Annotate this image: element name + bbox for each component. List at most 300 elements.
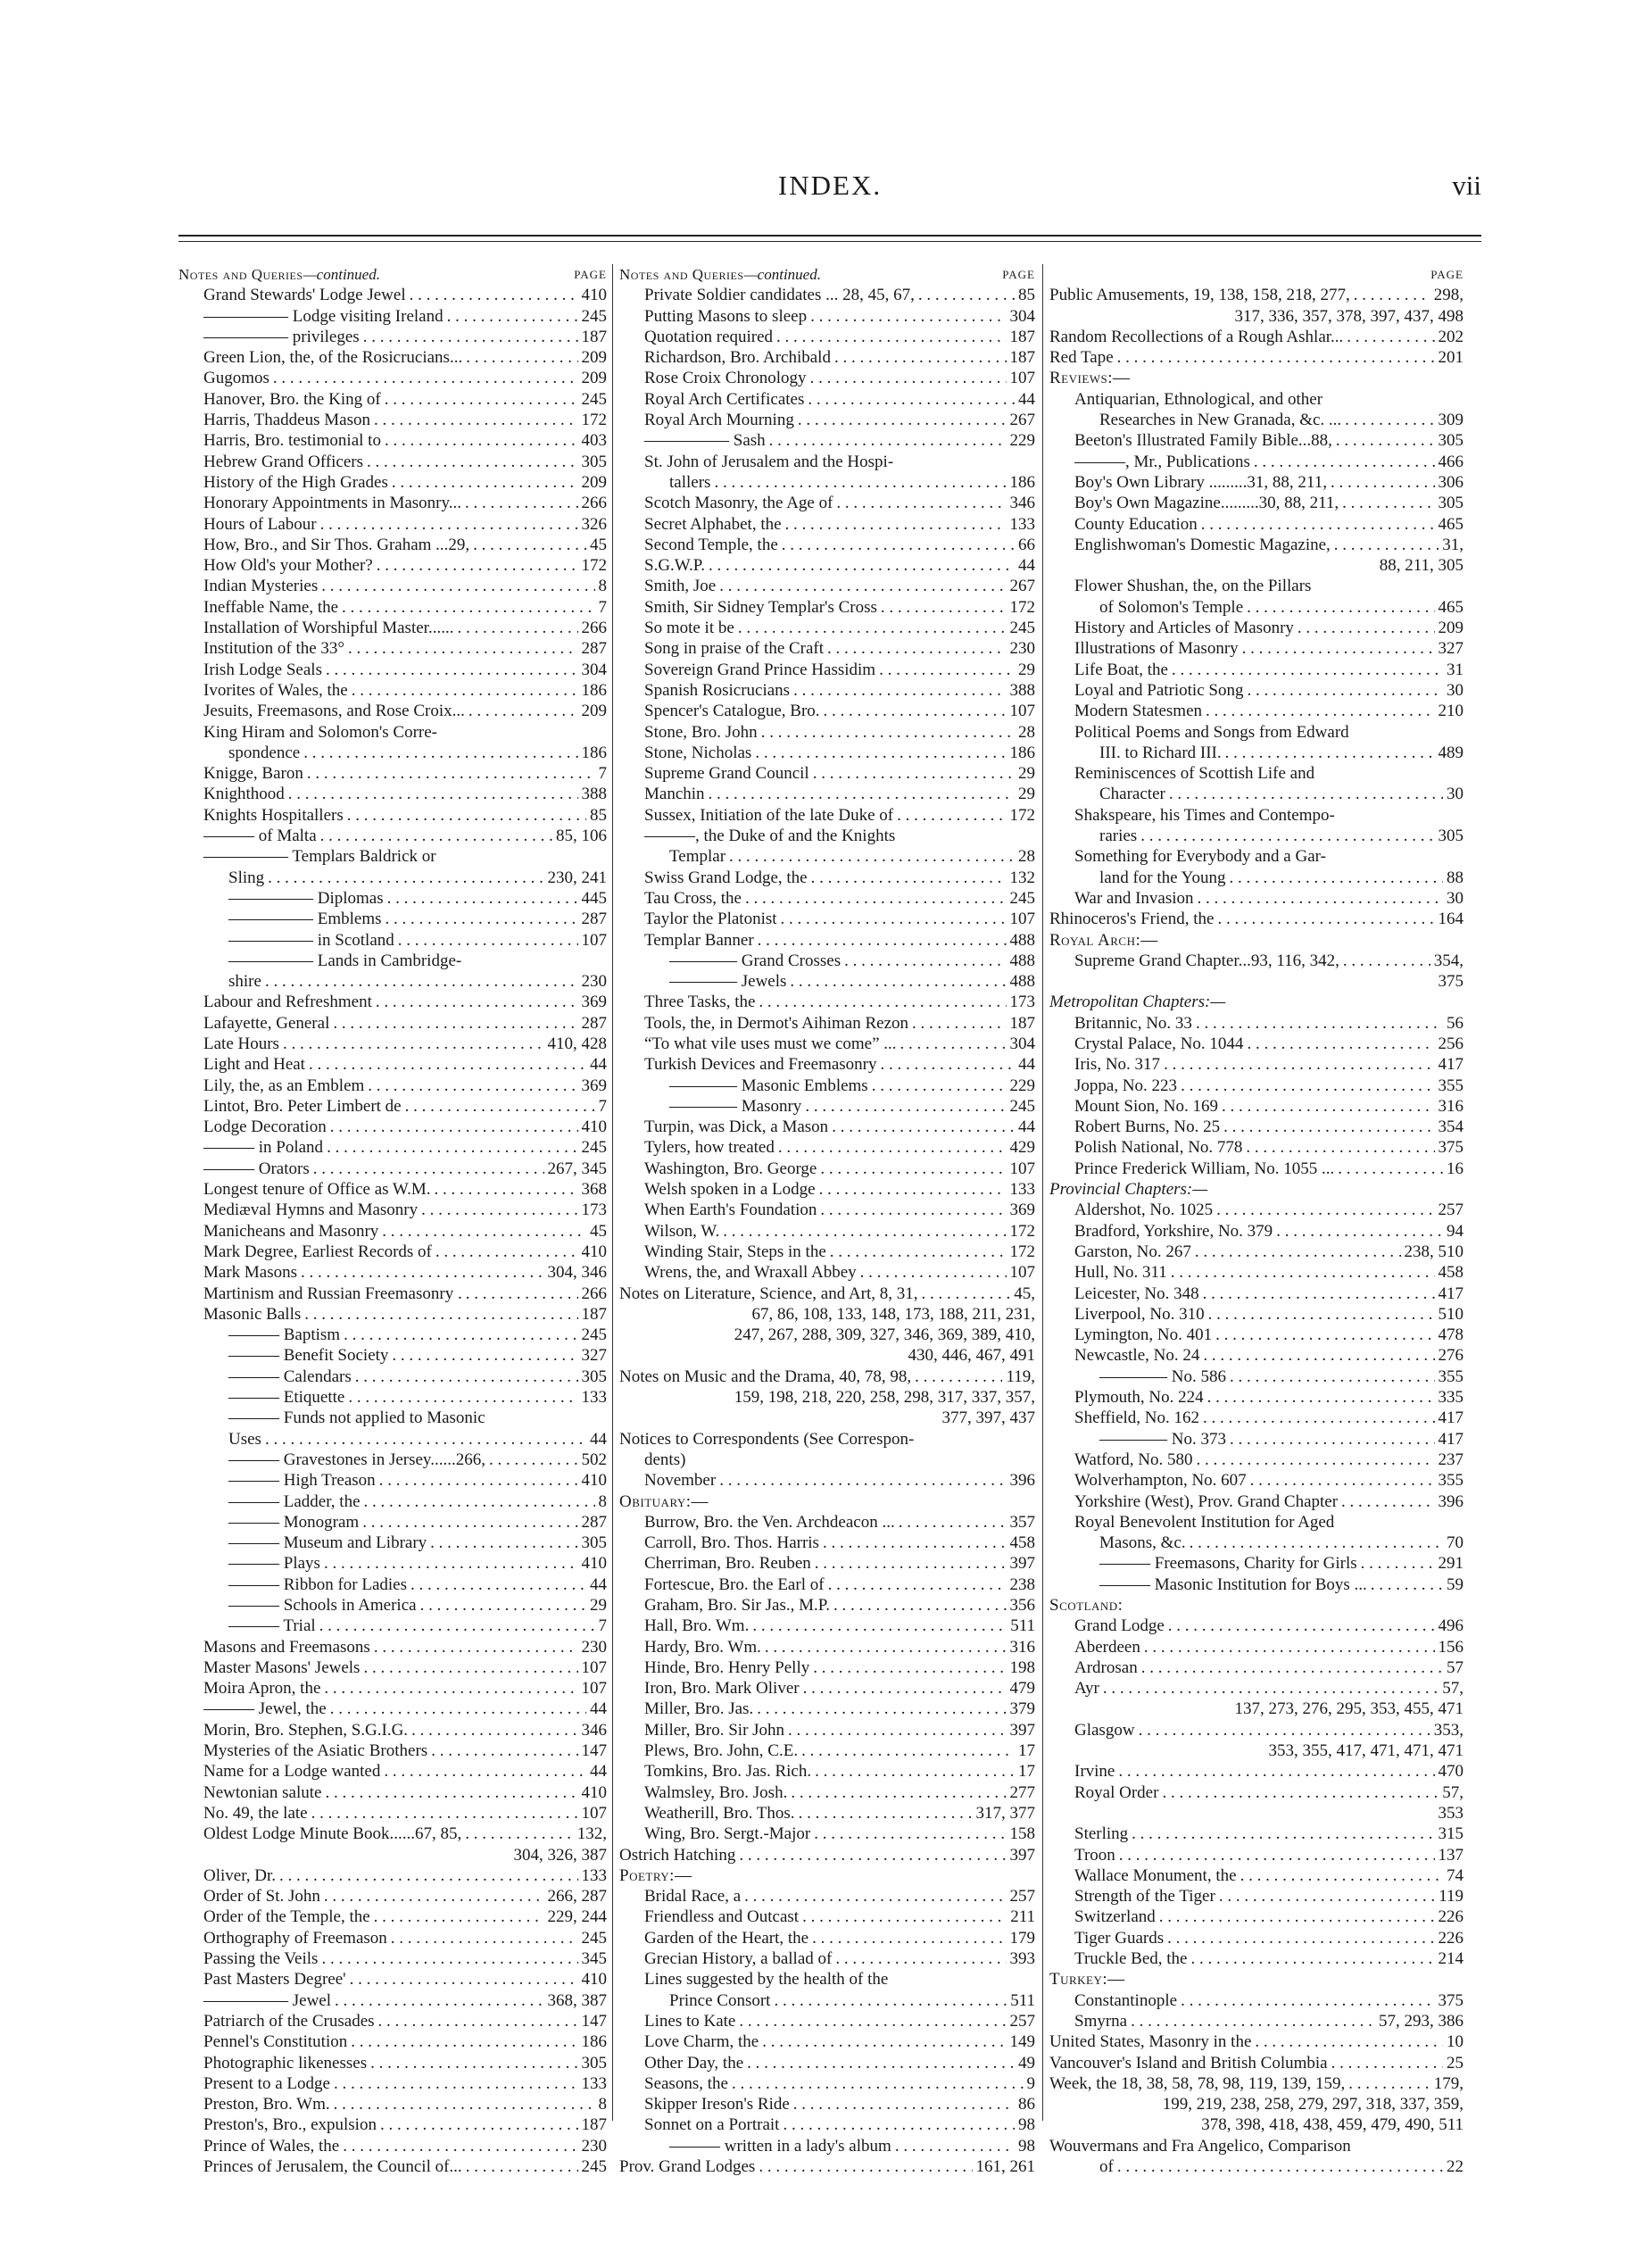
index-entry (178, 1137, 607, 1158)
entry-text: Irvine (1074, 1762, 1115, 1782)
column-continued: —continued. (303, 266, 380, 283)
index-entry (178, 660, 607, 680)
page-reference: 57, (1442, 1782, 1463, 1802)
dot-leader (915, 1367, 1002, 1387)
index-entry (619, 1096, 1035, 1117)
page-reference: 98 (1018, 2136, 1035, 2156)
dot-leader (343, 2136, 577, 2156)
index-entry (178, 1491, 607, 1512)
dot-leader (320, 826, 552, 846)
entry-text: Red Tape (1049, 348, 1114, 368)
dot-leader (348, 638, 577, 659)
index-entry (178, 555, 607, 576)
entry-text: Scotch Masonry, the Age of (644, 494, 833, 513)
index-entry (178, 1907, 607, 1927)
index-entry (619, 1824, 1035, 1844)
index-entry (1049, 1845, 1463, 1865)
index-entry (178, 1845, 607, 1865)
page-reference: 187 (581, 327, 607, 346)
page-reference: 8 (598, 2095, 607, 2114)
index-subheading (1049, 1969, 1463, 1990)
index-entry (1049, 597, 1463, 618)
index-entry (178, 327, 607, 347)
entry-text: ——— Calendars (228, 1367, 352, 1386)
entry-text: Three Tasks, the (644, 993, 756, 1012)
entry-text: ——— Monogram (228, 1512, 360, 1532)
entry-text: Orthography of Freemason (203, 1928, 387, 1948)
page-reference: 417 (1438, 1284, 1463, 1303)
index-entry (1049, 868, 1463, 888)
entry-text: Boy's Own Library .........31, 88, 211, (1074, 472, 1327, 492)
page-reference: 305 (1438, 827, 1463, 846)
dot-leader (1347, 327, 1434, 347)
entry-text: November (644, 1471, 717, 1491)
dot-leader (1164, 1054, 1434, 1075)
index-entry (178, 846, 607, 867)
index-entry (619, 2053, 1035, 2073)
dot-leader (363, 327, 578, 347)
page-reference: 388 (581, 785, 607, 804)
entry-text: Walmsley, Bro. Josh. (644, 1782, 788, 1802)
entry-text: shire (228, 972, 261, 992)
entry-text: Winding Stair, Steps in the (644, 1242, 826, 1261)
entry-text: Spanish Rosicrucians (644, 680, 791, 700)
index-entry (178, 1969, 607, 1990)
index-entry (619, 1761, 1035, 1782)
index-entry (178, 1284, 607, 1304)
dot-leader (319, 1616, 595, 1636)
entry-text: Ineffable Name, the (203, 597, 339, 617)
index-entry (178, 1761, 607, 1782)
index-entry (178, 1720, 607, 1740)
entry-text: Masons and Freemasons (203, 1637, 370, 1657)
dot-leader (1171, 1262, 1435, 1283)
page-reference: 357 (1009, 1512, 1035, 1532)
dot-leader (714, 472, 1006, 493)
entry-text: Name for a Lodge wanted (203, 1762, 381, 1782)
index-entry (1049, 1512, 1463, 1533)
index-entry (178, 597, 607, 618)
page-reference: 304, 346 (547, 1263, 607, 1283)
page-reference: 107 (1009, 1159, 1035, 1178)
column-heading (619, 264, 1035, 285)
index-entry (1049, 1637, 1463, 1657)
index-entry (1049, 1907, 1463, 1927)
index-entry (178, 1242, 607, 1262)
index-entry (619, 1367, 1035, 1387)
entry-text: ——— of Malta (203, 827, 317, 846)
entry-text: Life Boat, the (1074, 660, 1168, 679)
page-reference: 45 (590, 535, 607, 554)
dot-leader (333, 1013, 577, 1034)
entry-text: Photographic likenesses (203, 2053, 368, 2073)
page-reference: 119, (1006, 1367, 1035, 1386)
dot-leader (1247, 597, 1434, 618)
entry-text: Sovereign Grand Prince Hassidim (644, 660, 876, 679)
entry-text: Garden of the Heart, the (644, 1928, 809, 1948)
page-reference: 369 (1009, 1200, 1035, 1220)
entry-text: Tau Cross, the (644, 888, 742, 908)
entry-text: Lintot, Bro. Peter Limbert de (203, 1096, 402, 1116)
index-entry (619, 1616, 1035, 1636)
index-entry (619, 888, 1035, 909)
dot-leader (380, 2114, 578, 2135)
dot-leader (330, 1117, 578, 1137)
index-entry (1049, 430, 1463, 451)
entry-text: Wolverhampton, No. 607 (1074, 1471, 1247, 1491)
index-entry (1049, 846, 1463, 867)
index-entry (1049, 1117, 1463, 1137)
entry-text: Lodge Decoration (203, 1117, 327, 1137)
index-entry (1049, 1470, 1463, 1491)
page-reference: 44 (590, 1574, 607, 1594)
page-label: PAGE (1430, 268, 1463, 281)
page-reference: 470 (1438, 1762, 1463, 1782)
dot-leader (1361, 1553, 1435, 1574)
dot-leader (782, 535, 1015, 555)
dot-leader (342, 597, 594, 618)
page-reference: 287 (581, 1512, 607, 1532)
dot-leader (781, 909, 1007, 929)
dot-leader (350, 1969, 578, 1990)
page-reference: 368, 387 (547, 1990, 607, 2010)
index-entry (619, 1325, 1035, 1345)
entry-text: Indian Mysteries (203, 577, 319, 596)
page-reference: 257 (1009, 1887, 1035, 1907)
dot-leader (744, 1886, 1006, 1907)
page-reference: 94 (1447, 1221, 1463, 1241)
page-reference: 266 (581, 619, 607, 638)
entry-text: Tiger Guards (1074, 1928, 1165, 1948)
entry-text: Polish National, No. 778 (1074, 1138, 1243, 1158)
entry-text: Putting Masons to sleep (644, 306, 808, 326)
index-entry (1049, 1761, 1463, 1782)
index-entry (1049, 389, 1463, 410)
index-entry (1049, 701, 1463, 721)
index-entry (178, 1637, 607, 1657)
index-entry (1049, 618, 1463, 638)
index-entry (619, 2031, 1035, 2052)
index-entry (178, 826, 607, 846)
dot-leader (398, 930, 578, 951)
entry-text: 247, 267, 288, 309, 327, 346, 369, 389, 410, (734, 1325, 1035, 1345)
index-entry (1049, 1387, 1463, 1408)
index-entry (619, 1657, 1035, 1678)
page-reference: 266 (581, 1284, 607, 1303)
index-entry (1049, 909, 1463, 929)
dot-leader (1225, 743, 1435, 763)
entry-text: Rhinoceros's Friend, the (1049, 910, 1215, 929)
entry-text: ———— No. 586 (1099, 1367, 1226, 1386)
index-entry (1049, 1367, 1463, 1387)
page-reference: 25 (1447, 2053, 1463, 2073)
index-entry (178, 1803, 607, 1824)
entry-text: Newcastle, No. 24 (1074, 1346, 1200, 1366)
dot-leader (1334, 535, 1439, 555)
page-reference: 133 (1009, 1180, 1035, 1200)
index-entry (619, 1969, 1035, 1990)
index-entry (178, 888, 607, 909)
index-entry (178, 1034, 607, 1054)
entry-text: ————— Diplomas (228, 888, 384, 908)
dot-leader (1276, 1221, 1443, 1242)
page-reference: 397 (1009, 1554, 1035, 1574)
index-entry (619, 493, 1035, 513)
page-reference: 417 (1438, 1429, 1463, 1449)
page-reference: 230 (581, 2136, 607, 2156)
entry-text: Notes on Music and the Drama, 40, 78, 98, (619, 1367, 912, 1386)
entry-text: Harris, Bro. testimonial to (203, 431, 381, 451)
index-entry (178, 1678, 607, 1699)
page-reference: 57, (1442, 1679, 1463, 1699)
page-reference: 186 (581, 2032, 607, 2052)
index-entry (619, 1284, 1035, 1304)
index-entry (1049, 1782, 1463, 1803)
index-entry (178, 430, 607, 451)
dot-leader (1141, 1657, 1443, 1678)
index-entry (619, 1886, 1035, 1907)
page-reference: 209 (581, 348, 607, 368)
dot-leader (709, 555, 1015, 576)
entry-text: When Earth's Foundation (644, 1200, 817, 1220)
page-reference: 44 (1018, 1055, 1035, 1075)
page-reference: 305 (581, 452, 607, 471)
index-entry (1049, 452, 1463, 472)
page-reference: 458 (1009, 1533, 1035, 1553)
entry-text: Gugomos (203, 369, 269, 388)
entry-text: Longest tenure of Office as W.M. (203, 1180, 431, 1200)
entry-text: Princes of Jerusalem, the Council of... (203, 2157, 462, 2177)
page-reference: 287 (581, 1013, 607, 1033)
index-entry (178, 452, 607, 472)
index-entry (178, 1574, 607, 1595)
entry-text: Royal Benevolent Institution for Aged (1074, 1512, 1335, 1532)
dot-leader (788, 1720, 1006, 1740)
page-reference: 86 (1018, 2095, 1035, 2114)
entry-text: ————— Emblems (228, 910, 382, 929)
index-entry (1049, 763, 1463, 784)
page-reference: 266 (581, 494, 607, 513)
entry-text: ————— in Scotland (228, 930, 394, 950)
dot-leader (738, 618, 1007, 638)
index-entry (1049, 2094, 1463, 2114)
page-reference: 410 (581, 1242, 607, 1261)
index-rows (619, 285, 1035, 2177)
index-entry (619, 1221, 1035, 1242)
entry-text: Fortescue, Bro. the Earl of (644, 1574, 825, 1594)
page-reference: 88 (1447, 868, 1463, 887)
index-entry (1049, 1429, 1463, 1450)
entry-text: Loyal and Patriotic Song (1074, 680, 1244, 700)
dot-leader (812, 1928, 1006, 1948)
page-reference: 173 (581, 1200, 607, 1220)
entry-text: raries (1099, 827, 1138, 846)
entry-text: Oldest Lodge Minute Book......67, 85, (203, 1824, 462, 1844)
page-reference: 45 (590, 1221, 607, 1241)
entry-text: War and Invasion (1074, 888, 1194, 908)
dot-leader (376, 992, 578, 1012)
entry-text: Present to a Lodge (203, 2073, 330, 2093)
dot-leader (762, 2031, 1006, 2052)
page-reference: 172 (1009, 1242, 1035, 1261)
dot-leader (489, 1450, 578, 1470)
index-entry (619, 1595, 1035, 1616)
index-entry (1049, 2114, 1463, 2135)
entry-text: Private Soldier candidates ... 28, 45, 67, (644, 286, 915, 305)
index-entry (178, 1886, 607, 1907)
index-entry (178, 1429, 607, 1450)
page-reference: 137 (1438, 1845, 1463, 1865)
index-entry (1049, 1616, 1463, 1636)
dot-leader (311, 1803, 578, 1824)
dot-leader (1338, 1159, 1443, 1179)
entry-text: Wing, Bro. Sergt.-Major (644, 1824, 811, 1844)
page-reference: 257 (1009, 2011, 1035, 2031)
index-entry (619, 638, 1035, 659)
entry-text: ————— privileges (203, 327, 360, 346)
page-reference: 107 (581, 1657, 607, 1677)
header-rule (178, 235, 1481, 237)
page-reference: 187 (1009, 1013, 1035, 1033)
dot-leader (307, 763, 595, 784)
index-entry (178, 1470, 607, 1491)
dot-leader (827, 638, 1006, 659)
page-reference: 410 (581, 1554, 607, 1574)
dot-leader (1203, 1408, 1434, 1428)
page-reference: 44 (1018, 1117, 1035, 1137)
entry-text: 353, 355, 417, 471, 471, 471 (1268, 1741, 1463, 1761)
index-entry (178, 1553, 607, 1574)
index-entry (178, 306, 607, 327)
page-reference: 210 (1438, 702, 1463, 721)
dot-leader (378, 2011, 578, 2031)
index-entry (178, 1512, 607, 1533)
dot-leader (709, 784, 1015, 804)
entry-text: Sterling (1074, 1824, 1129, 1844)
page-reference: 187 (1009, 327, 1035, 346)
page-reference: 277 (1009, 1782, 1035, 1802)
entry-text: St. John of Jerusalem and the Hospi- (644, 452, 894, 471)
dot-leader (1131, 2011, 1375, 2031)
dot-leader (309, 1054, 586, 1075)
entry-text: Friendless and Outcast (644, 1907, 800, 1927)
page-reference: 172 (1009, 597, 1035, 617)
dot-leader (377, 555, 578, 576)
page-reference: 45, (1014, 1284, 1035, 1303)
page-reference: 7 (598, 764, 607, 784)
page-reference: 187 (1009, 348, 1035, 368)
entry-text: ——— Ladder, the (228, 1491, 361, 1511)
page-reference: 267 (1009, 411, 1035, 430)
index-entry (619, 1117, 1035, 1137)
entry-text: Joppa, No. 223 (1074, 1076, 1178, 1095)
entry-text: Oliver, Dr. (203, 1865, 277, 1885)
index-entry (1049, 1034, 1463, 1054)
entry-text: Tylers, how treated (644, 1138, 775, 1158)
entry-text: Hull, No. 311 (1074, 1263, 1167, 1283)
index-entry (178, 1824, 607, 1844)
page-reference: 316 (1438, 1096, 1463, 1116)
page-reference: 28 (1018, 722, 1035, 742)
index-entry (1049, 1865, 1463, 1886)
index-entry (178, 701, 607, 721)
index-subheading (1049, 1595, 1463, 1616)
dot-leader (410, 285, 578, 305)
entry-text: Hebrew Grand Officers (203, 452, 364, 471)
entry-text: Seasons, the (644, 2073, 728, 2093)
entry-text: Labour and Refreshment (203, 993, 372, 1012)
index-entry (178, 535, 607, 555)
entry-text: ————— Jewel (203, 1990, 332, 2010)
page-reference: 107 (581, 1679, 607, 1699)
index-entry (178, 1159, 607, 1179)
entry-text: Mount Sion, No. 169 (1074, 1096, 1218, 1116)
dot-leader (352, 680, 578, 701)
index-entry (619, 1803, 1035, 1824)
entry-text: 353 (1438, 1803, 1463, 1823)
dot-leader (755, 743, 1006, 763)
entry-text: ——— Etiquette (228, 1388, 345, 1408)
page-reference: 107 (1009, 369, 1035, 388)
page-reference: 147 (581, 1741, 607, 1761)
dot-leader (313, 1159, 544, 1179)
dot-leader (1140, 826, 1434, 846)
entry-text: ——— Gravestones in Jersey......266, (228, 1450, 485, 1469)
dot-leader (793, 680, 1006, 701)
index-entry (178, 472, 607, 493)
page-reference: 369 (581, 993, 607, 1012)
page-reference: 66 (1018, 535, 1035, 554)
page-reference: 198 (1009, 1657, 1035, 1677)
page-reference: 346 (1009, 494, 1035, 513)
dot-leader (774, 1990, 1007, 2011)
dot-leader (813, 763, 1015, 784)
page-reference: 326 (581, 514, 607, 534)
index-entry (1049, 1699, 1463, 1719)
index-entry (1049, 514, 1463, 535)
dot-leader (820, 1200, 1006, 1220)
entry-text: County Education (1074, 514, 1198, 534)
page-reference: 59 (1447, 1574, 1463, 1594)
entry-text: Plymouth, No. 224 (1074, 1388, 1204, 1408)
page-reference: 304 (1009, 306, 1035, 326)
page-reference: 245 (1009, 1096, 1035, 1116)
entry-text: Bradford, Yorkshire, No. 379 (1074, 1221, 1273, 1241)
page-reference: 44 (1018, 556, 1035, 576)
entry-text: “To what vile uses must we come” ... (644, 1034, 897, 1053)
entry-text: Robert Burns, No. 25 (1074, 1117, 1221, 1137)
page-reference: 257 (1438, 1200, 1463, 1220)
dot-leader (1216, 1200, 1434, 1220)
entry-text: Crystal Palace, No. 1044 (1074, 1034, 1244, 1053)
index-entry (1049, 680, 1463, 701)
entry-text: Preston, Bro. Wm. (203, 2095, 330, 2114)
dot-leader (384, 1761, 586, 1782)
page-reference: 397 (1009, 1720, 1035, 1740)
dot-leader (1172, 660, 1443, 680)
dot-leader (382, 1221, 586, 1242)
page-reference: 410 (581, 1117, 607, 1137)
index-entry (178, 368, 607, 388)
entry-text: of Solomon's Temple (1099, 597, 1244, 617)
index-entry (619, 1782, 1035, 1803)
dot-leader (1371, 1574, 1443, 1595)
entry-text: Poetry:— (619, 1865, 692, 1885)
index-entry (178, 743, 607, 763)
entry-text: Iris, No. 317 (1074, 1055, 1161, 1075)
entry-text: Wilson, W. (644, 1221, 720, 1241)
entry-text: Lafayette, General (203, 1013, 330, 1033)
